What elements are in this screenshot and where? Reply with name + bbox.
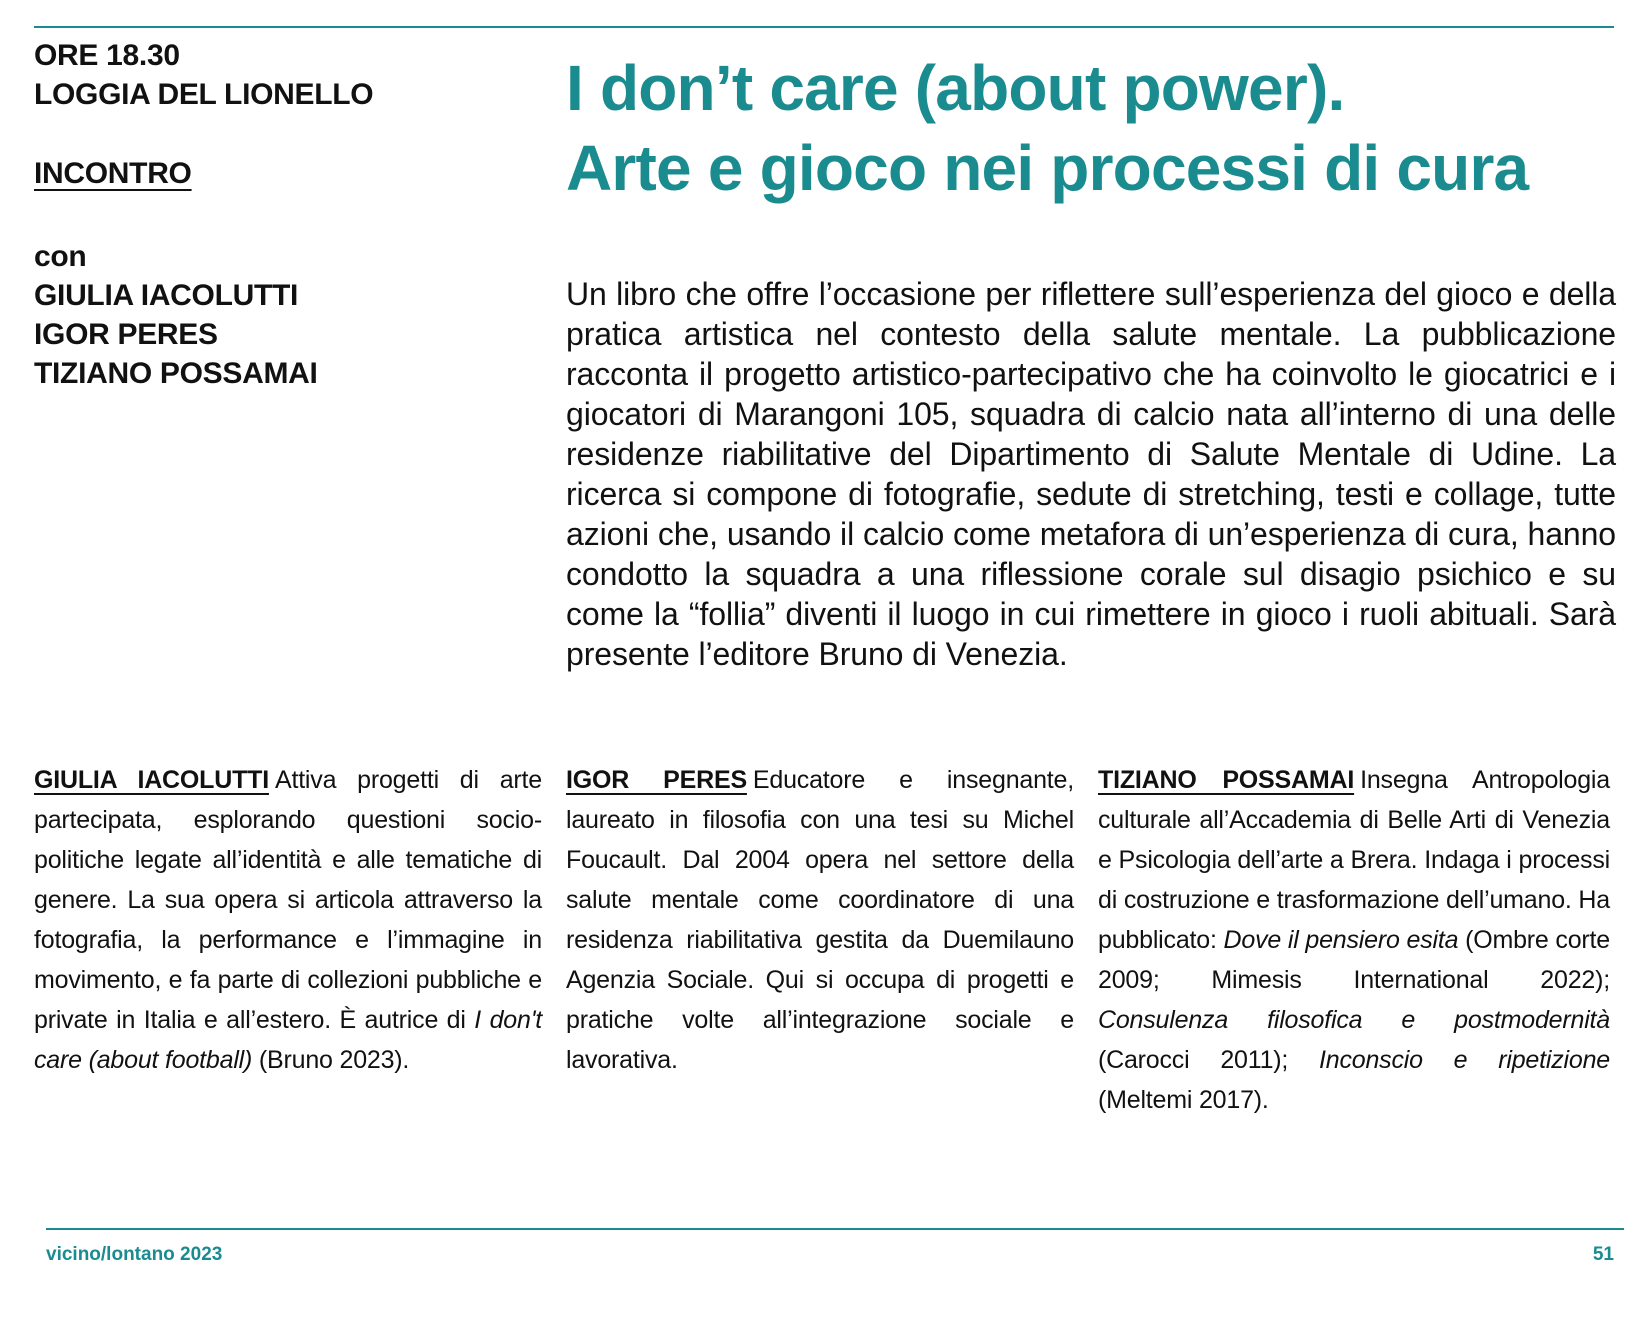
top-divider <box>34 26 1614 28</box>
title-line-1: I don’t care (about power). <box>566 52 1345 124</box>
bottom-divider <box>46 1228 1624 1230</box>
bio-work-title: Consulenza filosofica e postmodernità <box>1098 1006 1610 1034</box>
bio-name: TIZIANO POSSAMAI <box>1098 766 1355 794</box>
event-venue: LOGGIA DEL LIONELLO <box>34 78 374 111</box>
bio-text: Insegna Antropologia culturale all’Accademia di Belle Arti di Venezia e Psicologia dell’arte a Brera. Indaga i processi di costruzione e trasformazione dell’umano. Ha pubblicato: <box>1098 766 1610 954</box>
bio-work-title: Inconscio e ripetizione <box>1319 1046 1610 1074</box>
footer-publication: vicino/lontano 2023 <box>46 1244 223 1265</box>
bio-name: GIULIA IACOLUTTI <box>34 766 269 794</box>
page-number: 51 <box>1592 1244 1614 1265</box>
bio-giulia-iacolutti <box>34 760 542 1080</box>
with-label: con <box>34 240 87 273</box>
bio-igor-peres <box>566 760 1074 1080</box>
bio-text: (Bruno 2023). <box>252 1046 410 1074</box>
event-info <box>34 36 514 393</box>
bio-name: IGOR PERES <box>566 766 747 794</box>
page-title <box>566 48 1626 208</box>
bio-tiziano-possamai <box>1098 760 1610 1120</box>
bio-text: Attiva progetti di arte partecipata, esplorando questioni socio-politiche legate all’identità e alle tematiche di genere. La sua opera si articola attraverso la fotografia, la performance e l’immagine in movimento, e fa parte di collezioni pubbliche e private in Italia e all’estero. È autrice di <box>34 766 542 1034</box>
bio-work-title: Dove il pensiero esita <box>1223 926 1459 954</box>
guest-name: IGOR PERES <box>34 318 218 351</box>
event-type: INCONTRO <box>34 157 192 190</box>
event-time: ORE 18.30 <box>34 39 180 72</box>
guest-name: GIULIA IACOLUTTI <box>34 279 299 312</box>
title-line-2: Arte e gioco nei processi di cura <box>566 132 1529 204</box>
bio-work-title: I don't care (about football) <box>34 1006 543 1074</box>
bio-text: (Ombre corte 2009; Mimesis International 2022); <box>1098 926 1610 994</box>
guest-name: TIZIANO POSSAMAI <box>34 357 318 390</box>
bio-text: Educatore e insegnante, laureato in filosofia con una tesi su Michel Foucault. Dal 2004 opera nel settore della salute mentale come coordinatore di una residenza riabilitativa gestita da Duemilauno Agenzia Sociale. Qui si occupa di progetti e pratiche volte all’integrazione sociale e lavorativa. <box>566 766 1075 1074</box>
intro-paragraph: Un libro che offre l’occasione per riflettere sull’esperienza del gioco e della pratica artistica nel contesto della salute mentale. La pubblicazione racconta il progetto artistico-partecipativo che ha coinvolto le giocatrici e i giocatori di Marangoni 105, squadra di calcio nata all’interno di una delle residenze riabilitative del Dipartimento di Salute Mentale di Udine. La ricerca si compone di fotografie, sedute di stretching, testi e collage, tutte azioni che, usando il calcio come metafora di un’esperienza di cura, hanno condotto la squadra a una riflessione corale sul disagio psichico e su come la “follia” diventi il luogo in cui rimettere in gioco i ruoli abituali. Sarà presente l’editore Bruno di Venezia. <box>566 276 1616 672</box>
bio-text: (Carocci 2011); <box>1098 1046 1320 1074</box>
bio-text: (Meltemi 2017). <box>1098 1086 1269 1114</box>
